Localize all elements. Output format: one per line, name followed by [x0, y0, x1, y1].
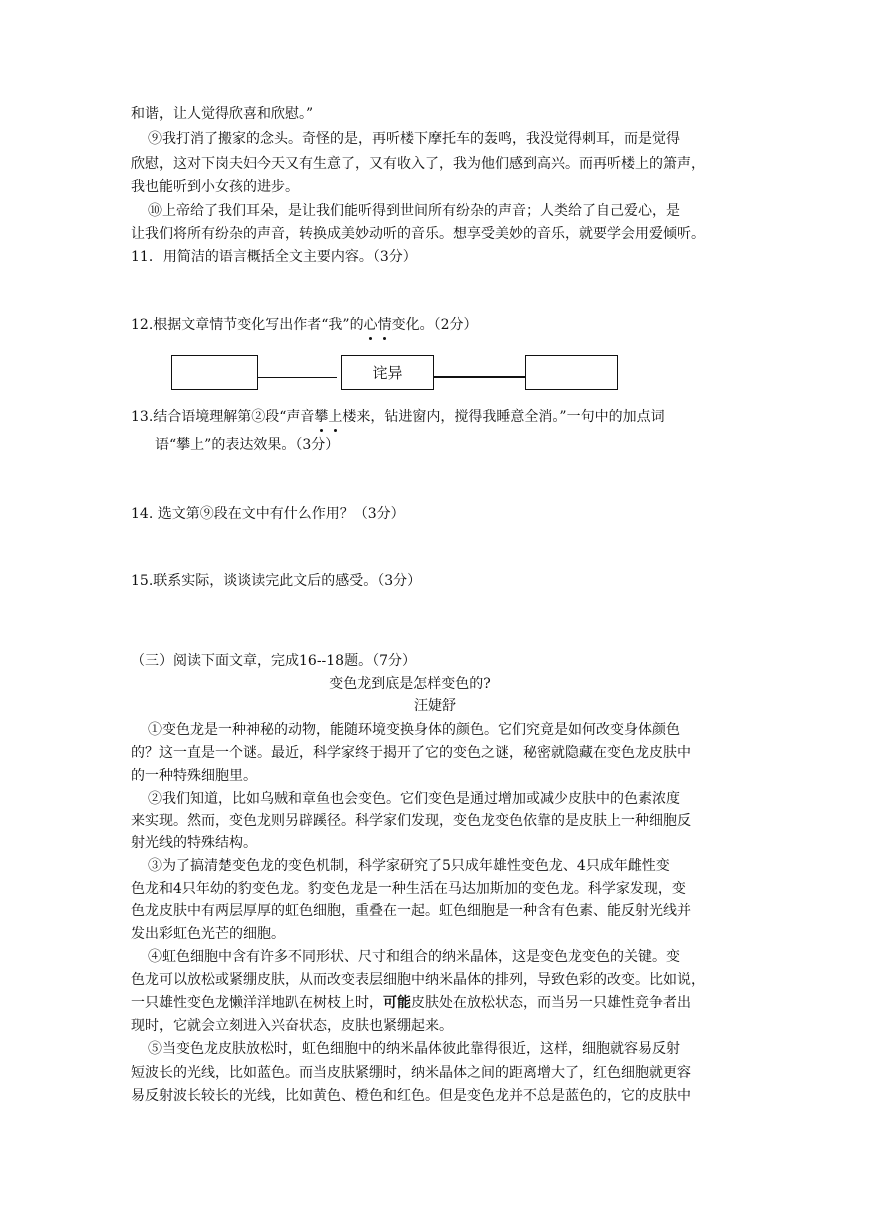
text-line: 发出彩虹色光芒的细胞。 — [131, 926, 285, 942]
emphasis-char: 情 — [378, 314, 392, 336]
text-line: 短波长的光线，比如蓝色。而当皮肤紧绷时，纳米晶体之间的距离增大了，红色细胞就更容 — [131, 1065, 691, 1081]
question-12 — [131, 314, 478, 336]
text-line: ⑨我打消了搬家的念头。奇怪的是，再听楼下摩托车的轰鸣，我没觉得刺耳，而是觉得 — [148, 131, 680, 147]
article-author: 汪婕舒 — [414, 698, 456, 714]
text-line: 让我们将所有纷杂的声音，转换成美妙动听的音乐。想享受美妙的音乐，就要学会用爱倾听。 — [131, 226, 705, 242]
text-line: 和谐，让人觉得欣喜和欣慰。” — [131, 106, 314, 122]
text-segment: 一只雄性变色龙懒洋洋地趴在树枝上时， — [131, 995, 383, 1011]
text-line: 色龙皮肤中有两层厚厚的虹色细胞，重叠在一起。虹色细胞是一种含有色素、能反射光线并 — [131, 903, 691, 919]
question-12-text: 变化。（2分） — [391, 317, 478, 333]
text-line: 易反射波长较长的光线，比如黄色、橙色和红色。但是变色龙并不总是蓝色的，它的皮肤中 — [131, 1088, 691, 1104]
text-line: 的一种特殊细胞里。 — [131, 768, 257, 784]
question-13-text: 13.结合语境理解第②段“声音 — [131, 409, 315, 425]
text-line: 现时，它就会立刻进入兴奋状态，皮肤也紧绷起来。 — [131, 1018, 453, 1034]
question-13-line2: 语“攀上”的表达效果。（3分） — [155, 437, 340, 453]
connector-line — [433, 376, 525, 378]
bold-word: 可能 — [383, 995, 411, 1011]
section-heading: （三）阅读下面文章，完成16--18题。（7分） — [131, 653, 416, 669]
text-line — [131, 992, 737, 1014]
answer-box-left[interactable] — [171, 355, 258, 390]
emphasis-char: 上 — [328, 406, 342, 428]
flow-box-middle — [341, 355, 434, 390]
question-13 — [131, 406, 665, 428]
article-title: 变色龙到底是怎样变色的? — [329, 676, 491, 692]
text-segment: 皮肤处在放松状态，而当另一只雄性竞争者出 — [411, 995, 691, 1011]
question-13-text: 楼来，钻进窗内，搅得我睡意全消。”一句中的加点词 — [342, 409, 665, 425]
text-line: 色龙和4只年幼的豹变色龙。豹变色龙是一种生活在马达加斯加的变色龙。科学家发现，变 — [131, 881, 686, 897]
question-15: 15.联系实际，谈谈读完此文后的感受。（3分） — [131, 573, 422, 589]
question-11: 11．用简洁的语言概括全文主要内容。（3分） — [131, 249, 417, 265]
text-line: 射光线的特殊结构。 — [131, 835, 257, 851]
text-line: 我也能听到小女孩的进步。 — [131, 179, 299, 195]
text-line: 的？这一直是一个谜。最近，科学家终于揭开了它的变色之谜，秘密就隐藏在变色龙皮肤中 — [131, 745, 691, 761]
question-12-text: 12.根据文章情节变化写出作者“我”的 — [131, 317, 364, 333]
text-line: ③为了搞清楚变色龙的变色机制，科学家研究了5只成年雄性变色龙、4只成年雌性变 — [148, 858, 670, 874]
emphasis-char: 攀 — [314, 406, 328, 428]
text-line: 来实现。然而，变色龙则另辟蹊径。科学家们发现，变色龙变色依靠的是皮肤上一种细胞反 — [131, 813, 691, 829]
text-line: ①变色龙是一种神秘的动物，能随环境变换身体的颜色。它们究竟是如何改变身体颜色 — [148, 722, 680, 738]
flow-box-label: 诧异 — [372, 364, 403, 382]
text-line: ②我们知道，比如乌贼和章鱼也会变色。它们变色是通过增加或减少皮肤中的色素浓度 — [148, 791, 680, 807]
text-line: ⑤当变色龙皮肤放松时，虹色细胞中的纳米晶体彼此靠得很近，这样，细胞就容易反射 — [148, 1041, 680, 1057]
text-line: 欣慰，这对下岗夫妇今天又有生意了，又有收入了，我为他们感到高兴。而再听楼上的箫声， — [131, 156, 705, 172]
emphasis-char: 心 — [364, 314, 378, 336]
text-line: ⑩上帝给了我们耳朵，是让我们能听得到世间所有纷杂的声音；人类给了自己爱心，是 — [148, 203, 680, 219]
question-14: 14. 选文第⑨段在文中有什么作用？（3分） — [131, 506, 405, 522]
text-line: 色龙可以放松或紧绷皮肤，从而改变表层细胞中纳米晶体的排列，导致色彩的改变。比如说， — [131, 972, 705, 988]
answer-box-right[interactable] — [525, 355, 618, 390]
connector-line — [257, 377, 337, 378]
text-line: ④虹色细胞中含有许多不同形状、尺寸和组合的纳米晶体，这是变色龙变色的关键。变 — [148, 949, 680, 965]
